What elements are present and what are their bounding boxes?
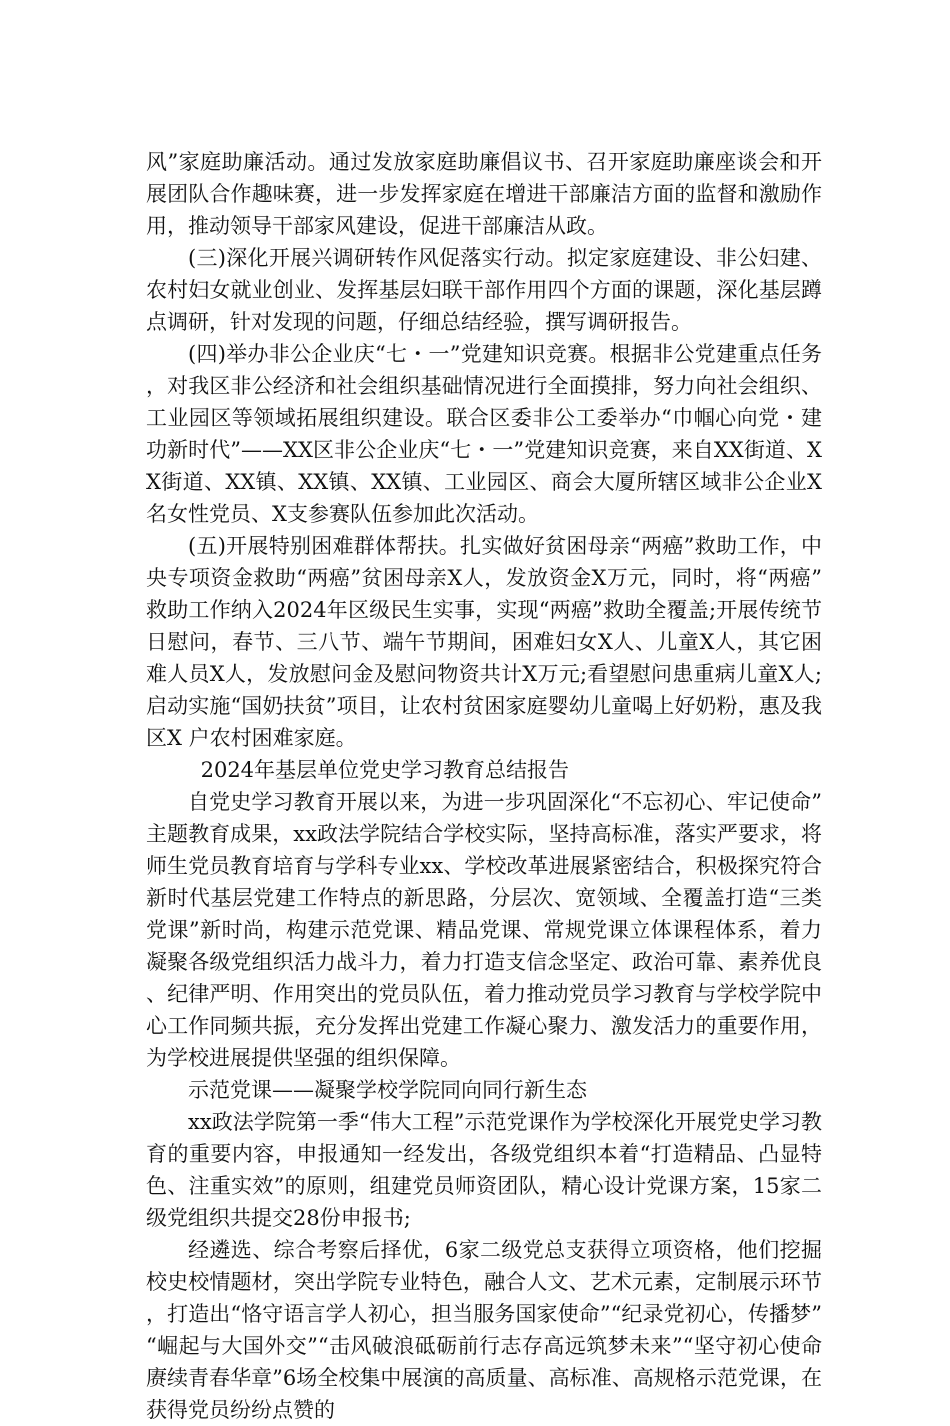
paragraph-selection-results: 经遴选、综合考察后择优，6家二级党总支获得立项资格，他们挖掘校史校情题材，突出学院专业特色，融合人文、艺术元素，定制展示环节，打造出“恪守语言学人初心，担当服务国家使命”“纪录党初心，传播梦”“崛起与大国外交”“击风破浪砥砺前行志存高远筑梦未来”“坚守初心使命 赓续青春华章”6场全校集中展演的高质量、高标准、高规格示范党课，在获得党员纷纷点赞的 [146, 1238, 822, 1422]
paragraph-knowledge-contest: (四)举办非公企业庆“七・一”党建知识竞赛。根据非公党建重点任务，对我区非公经济和社会组织基础情况进行全面摸排，努力向社会组织、工业园区等领域拓展组织建设。联合区委非公工委举办“巾帼心向党・建功新时代”——XX区非公企业庆“七・一”党建知识竞赛，来自XX街道、XX街道、XX镇、XX镇、XX镇、工业园区、商会大厦所辖区域非公企业X名女性党员、X支参赛队伍参加此次活动。 [146, 342, 822, 526]
document-body [146, 146, 822, 1426]
paragraph-family-integrity: 风”家庭助廉活动。通过发放家庭助廉倡议书、召开家庭助廉座谈会和开展团队合作趣味赛，进一步发挥家庭在增进干部廉洁方面的监督和激励作用，推动领导干部家风建设，促进干部廉洁从政。 [146, 150, 822, 238]
report-title: 2024年基层单位党史学习教育总结报告 [200, 758, 570, 782]
paragraph-poverty-assistance: (五)开展特别困难群体帮扶。扎实做好贫困母亲“两癌”救助工作，中央专项资金救助“两癌”贫困母亲X人，发放资金X万元，同时，将“两癌”救助工作纳入2024年区级民生实事，实现“两癌”救助全覆盖;开展传统节日慰问，春节、三八节、端午节期间，困难妇女X人、儿童X人，其它困难人员X人，发放慰问金及慰问物资共计X万元;看望慰问患重病儿童X人;启动实施“国奶扶贫”项目，让农村贫困家庭婴幼儿童喝上好奶粉，惠及我区X 户农村困难家庭。 [146, 534, 822, 750]
section-heading-model-lectures: 示范党课——凝聚学校学院同向同行新生态 [188, 1078, 587, 1102]
paragraph-report-intro: 自党史学习教育开展以来，为进一步巩固深化“不忘初心、牢记使命”主题教育成果，xx政法学院结合学校实际，坚持高标准，落实严要求，将师生党员教育培育与学科专业xx、学校改革进展紧密结合，积极探究符合新时代基层党建工作特点的新思路，分层次、宽领域、全覆盖打造“三类党课”新时尚，构建示范党课、精品党课、常规党课立体课程体系，着力凝聚各级党组织活力战斗力，着力打造支信念坚定、政治可靠、素养优良、纪律严明、作用突出的党员队伍，着力推动党员学习教育与学校学院中心工作同频共振，充分发挥出党建工作凝心聚力、激发活力的重要作用，为学校进展提供坚强的组织保障。 [146, 790, 822, 1070]
paragraph-great-project-lectures: xx政法学院第一季“伟大工程”示范党课作为学校深化开展党史学习教育的重要内容，申报通知一经发出，各级党组织本着“打造精品、凸显特色、注重实效”的原则，组建党员师资团队，精心设计党课方案，15家二级党组织共提交28份申报书; [146, 1110, 822, 1230]
paragraph-research-action: (三)深化开展兴调研转作风促落实行动。拟定家庭建设、非公妇建、农村妇女就业创业、发挥基层妇联干部作用四个方面的课题，深化基层蹲点调研，针对发现的问题，仔细总结经验，撰写调研报告。 [146, 246, 822, 334]
